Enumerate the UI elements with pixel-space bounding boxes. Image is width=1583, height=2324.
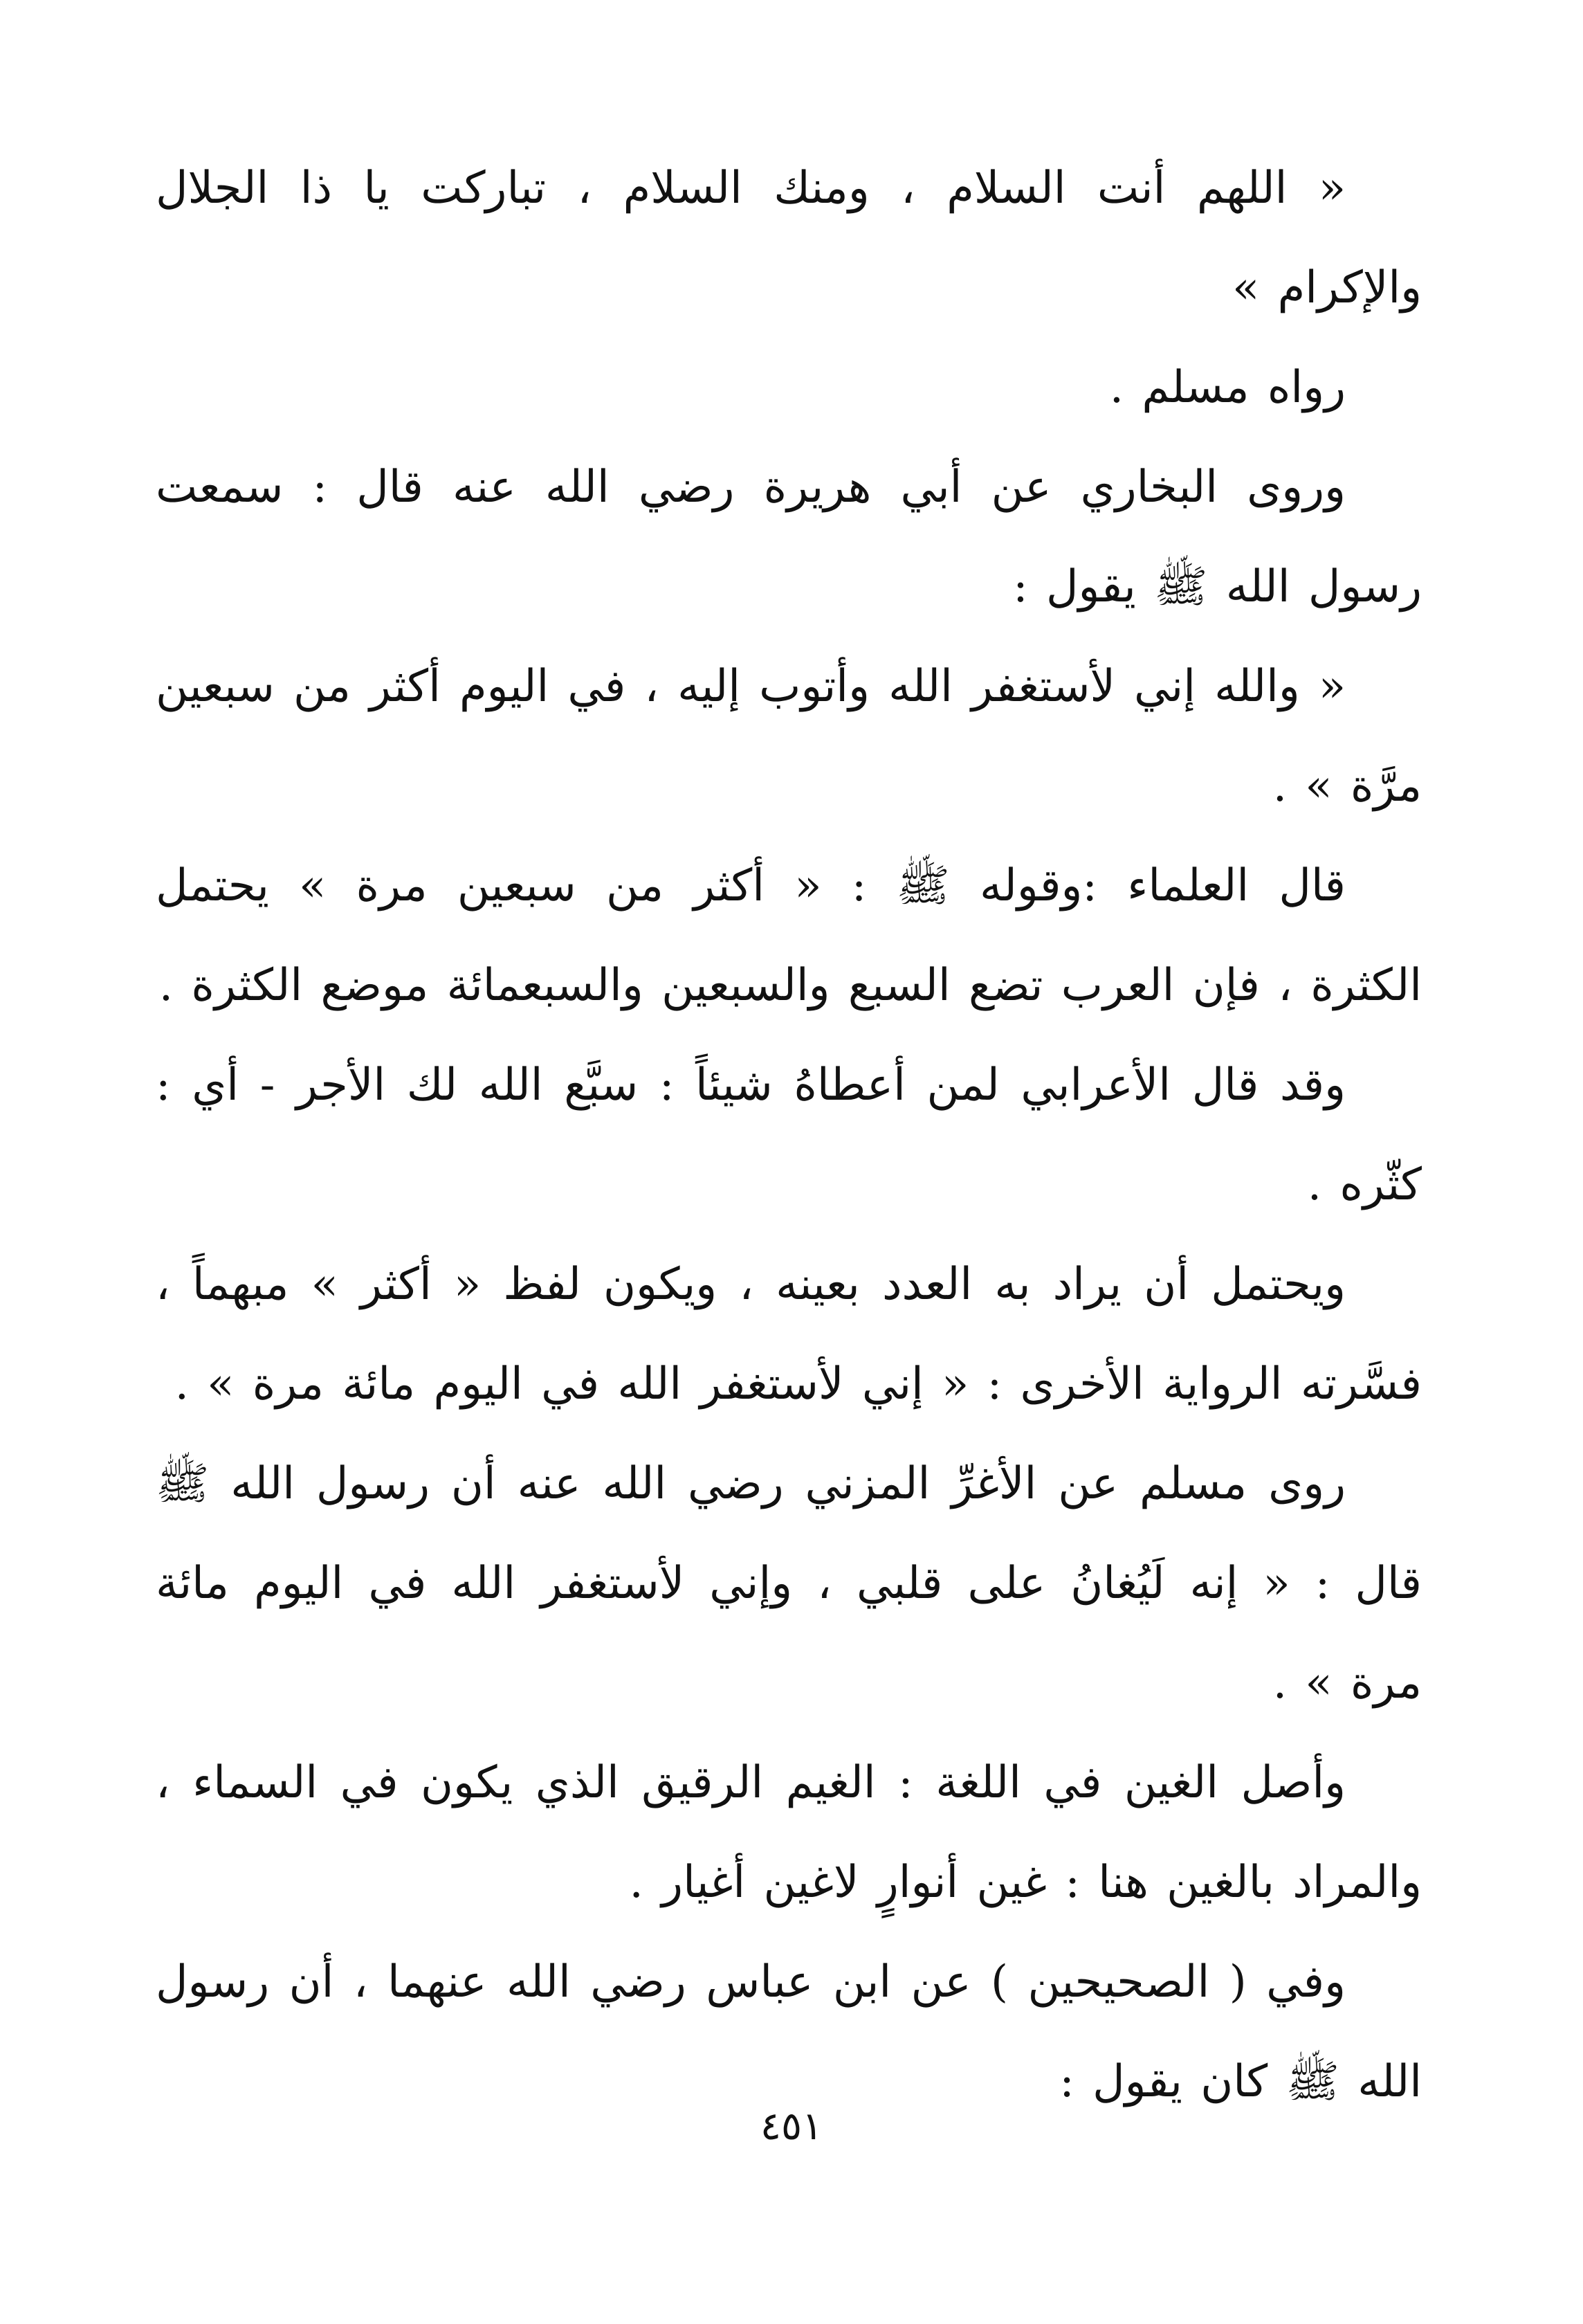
paragraph-narrated-muslim: رواه مسلم . (1109, 362, 1346, 413)
paragraph-bedouin-saying: وقد قال الأعرابي لمن أعطاهُ شيئاً : سبَّع الله لك الأجر - أي : كثّره . (156, 1060, 1422, 1210)
paragraph-exact-number: ويحتمل أن يراد به العدد بعينه ، ويكون لفظ « أكثر » مبهماً ، فسَّرته الرواية الأخرى : « إني لأستغفر الله في اليوم مائة مرة » . (156, 1259, 1422, 1410)
page-number: ٤٥١ (760, 2104, 823, 2149)
paragraph-ibn-abbas: وفي ( الصحيحين ) عن ابن عباس رضي الله عنهما ، أن رسول الله ﷺ كان يقول : (156, 1957, 1422, 2107)
paragraph-istighfar-seventy: « والله إني لأستغفر الله وأتوب إليه ، في اليوم أكثر من سبعين مرَّة » . (156, 661, 1422, 812)
body-text (156, 138, 1422, 2132)
paragraph-ghain-meaning: وأصل الغين في اللغة : الغيم الرقيق الذي يكون في السماء ، والمراد بالغين هنا : غين أنوارٍ لاغين أغيار . (156, 1757, 1422, 1908)
paragraph-dua-salam: « اللهم أنت السلام ، ومنك السلام ، تباركت يا ذا الجلال والإكرام » (156, 163, 1422, 314)
paragraph-bukhari-abu-hurairah: وروى البخاري عن أبي هريرة رضي الله عنه قال : سمعت رسول الله ﷺ يقول : (156, 462, 1422, 612)
paragraph-agharr-muzani: روى مسلم عن الأغرِّ المزني رضي الله عنه أن رسول الله ﷺ قال : « إنه لَيُغانُ على قلبي ، وإني لأستغفر الله في اليوم مائة مرة » . (156, 1458, 1422, 1709)
paragraph-scholars-commentary: قال العلماء :وقوله ﷺ : « أكثر من سبعين مرة » يحتمل الكثرة ، فإن العرب تضع السبع والسبعين والسبعمائة موضع الكثرة . (156, 860, 1422, 1011)
